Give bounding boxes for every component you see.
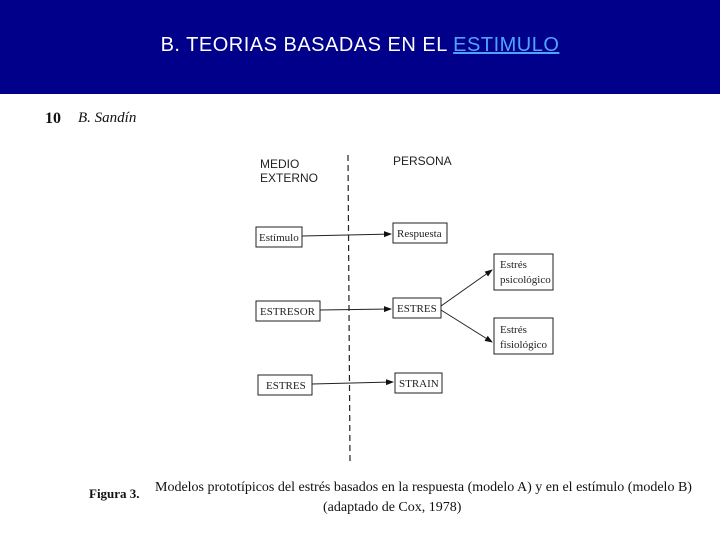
arrow-estres-fisio — [441, 310, 492, 342]
slide-title-part1: B. TEORIAS BASADAS EN EL — [160, 34, 454, 56]
box-psico-line2: psicológico — [500, 274, 551, 286]
arrow-estimulo-respuesta — [302, 234, 391, 236]
box-respuesta-label: Respuesta — [397, 228, 442, 240]
col-header-right: PERSONA — [393, 154, 452, 168]
arrow-estres-strain — [312, 382, 393, 384]
figure-label: Figura 3. — [89, 486, 140, 501]
col-header-left-line1: MEDIO — [260, 157, 300, 171]
box-strain-label: STRAIN — [399, 378, 439, 390]
divider-dashed-line — [348, 155, 350, 462]
box-estimulo-label: Estímulo — [259, 232, 299, 244]
box-estres-b-label: ESTRES — [266, 380, 306, 392]
box-fisio-line2: fisiológico — [500, 339, 548, 351]
box-psico-line1: Estrés — [500, 259, 527, 271]
figure-caption-line1: Modelos prototípicos del estrés basados en la respuesta (modelo A) y en el estímulo (modelo B) — [155, 480, 692, 495]
page-author: B. Sandín — [78, 110, 137, 126]
box-estres-a-label: ESTRES — [397, 303, 437, 315]
page-number: 10 — [45, 110, 61, 127]
arrow-estresor-estres — [320, 309, 391, 310]
col-header-left-line2: EXTERNO — [260, 171, 319, 185]
figure-caption — [155, 478, 695, 518]
arrow-estres-psico — [441, 270, 492, 306]
box-estresor-label: ESTRESOR — [260, 306, 316, 318]
figure-caption-line2: (adaptado de Cox, 1978) — [323, 500, 462, 515]
box-fisio-line1: Estrés — [500, 324, 527, 336]
slide-title-part2: ESTIMULO — [453, 34, 560, 56]
